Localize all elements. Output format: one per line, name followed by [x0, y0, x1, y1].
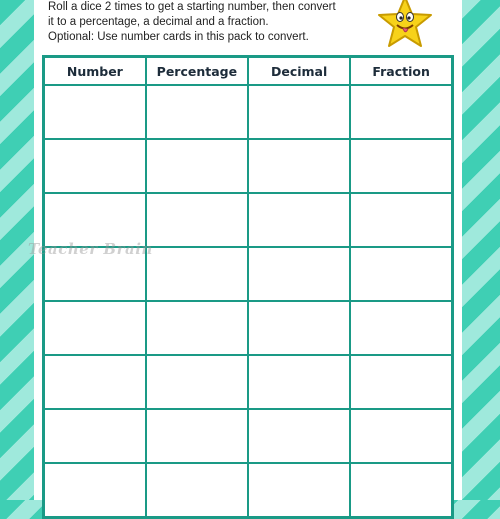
table-row [44, 355, 453, 409]
smiling-star-icon [374, 0, 436, 52]
watermark: Teacher Brain [28, 240, 153, 258]
table-cell[interactable] [350, 193, 452, 247]
table-row [44, 85, 453, 139]
table-cell[interactable] [146, 355, 248, 409]
table-cell[interactable] [350, 247, 452, 301]
table-cell[interactable] [350, 463, 452, 518]
table-cell[interactable] [146, 85, 248, 139]
table-cell[interactable] [248, 247, 350, 301]
table-cell[interactable] [350, 301, 452, 355]
table-cell[interactable] [350, 139, 452, 193]
table-cell[interactable] [146, 139, 248, 193]
table-row [44, 301, 453, 355]
table-cell[interactable] [44, 301, 146, 355]
table-cell[interactable] [44, 355, 146, 409]
table-cell[interactable] [146, 193, 248, 247]
header-decimal: Decimal [248, 57, 350, 86]
conversion-table-wrap [42, 55, 454, 500]
instructions [48, 0, 378, 45]
table-row [44, 247, 453, 301]
table-body [44, 85, 453, 518]
instruction-line-2: it to a percentage, a decimal and a fraction. [48, 16, 269, 28]
table-cell[interactable] [248, 355, 350, 409]
table-cell[interactable] [248, 193, 350, 247]
table-cell[interactable] [248, 85, 350, 139]
table-cell[interactable] [350, 409, 452, 463]
header-percentage: Percentage [146, 57, 248, 86]
table-row [44, 139, 453, 193]
instruction-line-1: Roll a dice 2 times to get a starting number, then convert [48, 1, 336, 13]
table-header-row [44, 57, 453, 86]
table-cell[interactable] [44, 409, 146, 463]
table-cell[interactable] [44, 463, 146, 518]
table-cell[interactable] [350, 85, 452, 139]
header-fraction: Fraction [350, 57, 452, 86]
table-cell[interactable] [44, 139, 146, 193]
conversion-table [42, 55, 454, 519]
table-cell[interactable] [44, 247, 146, 301]
table-cell[interactable] [350, 355, 452, 409]
header-number: Number [44, 57, 146, 86]
table-cell[interactable] [248, 139, 350, 193]
table-cell[interactable] [248, 463, 350, 518]
worksheet [34, 0, 462, 500]
table-row [44, 409, 453, 463]
table-cell[interactable] [146, 463, 248, 518]
table-cell[interactable] [248, 409, 350, 463]
table-cell[interactable] [146, 301, 248, 355]
table-cell[interactable] [146, 247, 248, 301]
table-row [44, 463, 453, 518]
table-cell[interactable] [146, 409, 248, 463]
instruction-line-3: Optional: Use number cards in this pack to convert. [48, 31, 309, 43]
table-cell[interactable] [44, 85, 146, 139]
table-row [44, 193, 453, 247]
table-cell[interactable] [44, 193, 146, 247]
table-cell[interactable] [248, 301, 350, 355]
